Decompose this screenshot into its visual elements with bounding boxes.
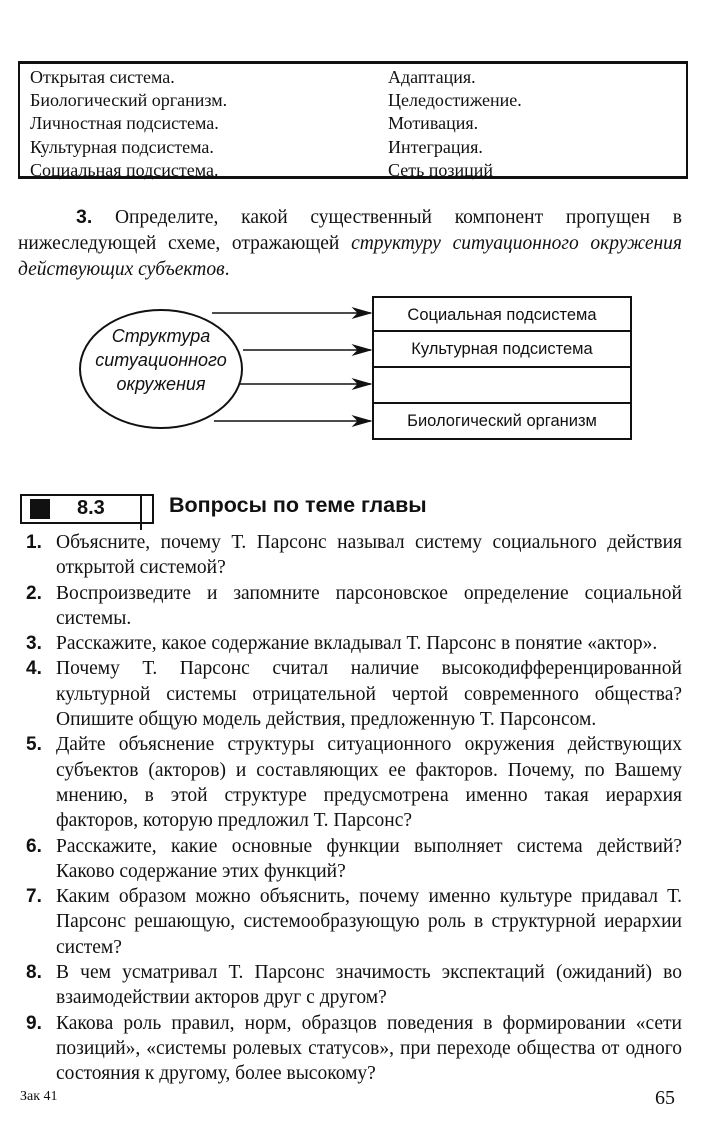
ellipse-line: окружения <box>116 374 206 394</box>
ellipse-label <box>79 324 243 396</box>
task-text-italic: структуру ситуационного окружения действующих субъектов <box>18 233 682 280</box>
print-order-note: Зак 41 <box>20 1089 58 1104</box>
question-text: Расскажите, какое содержание вкладывал Т. Парсонс в понятие «актор». <box>56 633 658 655</box>
ellipse-line: Структура <box>111 326 211 346</box>
question-number: 8. <box>26 962 42 984</box>
square-marker-icon <box>30 499 50 519</box>
list-item <box>26 581 682 632</box>
list-item <box>26 656 682 732</box>
table-cell: Адаптация. <box>388 67 476 87</box>
table-cell: Целедостижение. <box>388 90 522 111</box>
list-item <box>26 960 682 1011</box>
question-text: Почему Т. Парсонс считал наличие высокодифференцированной культурной системы отрицательной чертой современного общества? Опишите общую модель действия, предложенную Т. Парсонсом. <box>56 658 682 731</box>
box-missing-component <box>372 368 632 404</box>
question-number: 3. <box>26 633 42 655</box>
table-cell: Интеграция. <box>388 136 483 157</box>
question-text: Объясните, почему Т. Парсонс называл систему социального действия открытой системой? <box>56 532 682 579</box>
box-social-subsystem: Социальная подсистема <box>372 296 632 332</box>
question-number: 6. <box>26 835 42 857</box>
section-number-box <box>20 494 154 524</box>
question-text: Каким образом можно объяснить, почему именно культуре придавал Т. Парсонс решающую, системообразующую роль в структурной иерархии систем? <box>56 886 682 958</box>
table-cell: Мотивация. <box>388 113 479 134</box>
question-text: Дайте объяснение структуры ситуационного окружения действующих субъектов (акторов) и составляющих ее факторов. Почему, по Вашему мнению, в этой структуре предусмотрена именно такая иерархия факторов, которую предложил Т. Парсонс? <box>56 734 682 832</box>
page-number: 65 <box>655 1087 675 1109</box>
question-number: 1. <box>26 532 42 553</box>
question-list <box>26 530 682 1087</box>
list-item <box>26 884 682 960</box>
question-text: Какова роль правил, норм, образцов поведения в формировании «сети позиций», «системы ролевых статусов», при переходе общества от одного состояния к другому, более высокому? <box>56 1012 682 1085</box>
box-cultural-subsystem: Культурная подсистема <box>372 332 632 368</box>
table-cell: Личностная подсистема. <box>30 113 219 134</box>
task-number: 3. <box>76 206 93 228</box>
question-number: 2. <box>26 582 42 604</box>
section-title: Вопросы по теме главы <box>169 493 427 517</box>
question-text: В чем усматривал Т. Парсонс значимость экспектаций (ожиданий) во взаимодействии акторов друг с другом? <box>56 962 682 1009</box>
question-text: Расскажите, какие основные функции выполняет система действий? Каково содержание этих функций? <box>56 835 682 882</box>
table-cell: Биологический организм. <box>30 90 228 111</box>
list-item <box>26 1011 682 1087</box>
table-cell: Открытая система. <box>30 67 175 87</box>
table-cell: Социальная подсистема. <box>30 159 219 180</box>
question-text: Воспроизведите и запомните парсоновское определение социальной системы. <box>56 582 682 629</box>
list-item <box>26 631 682 656</box>
question-number: 9. <box>26 1012 42 1034</box>
list-item <box>26 834 682 885</box>
list-item <box>26 732 682 833</box>
table-cell: Сеть позиций <box>388 159 494 180</box>
list-item <box>26 530 682 581</box>
section-number: 8.3 <box>77 497 105 519</box>
table-cell: Культурная подсистема. <box>30 136 214 157</box>
question-number: 7. <box>26 886 42 908</box>
task-text: Определите, какой существенный компонент пропущен в нижеследующей схеме, отражающей <box>18 207 682 254</box>
section-divider <box>140 496 142 530</box>
ellipse-line: ситуационного <box>95 350 227 370</box>
box-biological-organism: Биологический организм <box>372 404 632 440</box>
task-text-end: . <box>224 259 230 280</box>
question-number: 4. <box>26 658 42 680</box>
question-number: 5. <box>26 734 42 756</box>
